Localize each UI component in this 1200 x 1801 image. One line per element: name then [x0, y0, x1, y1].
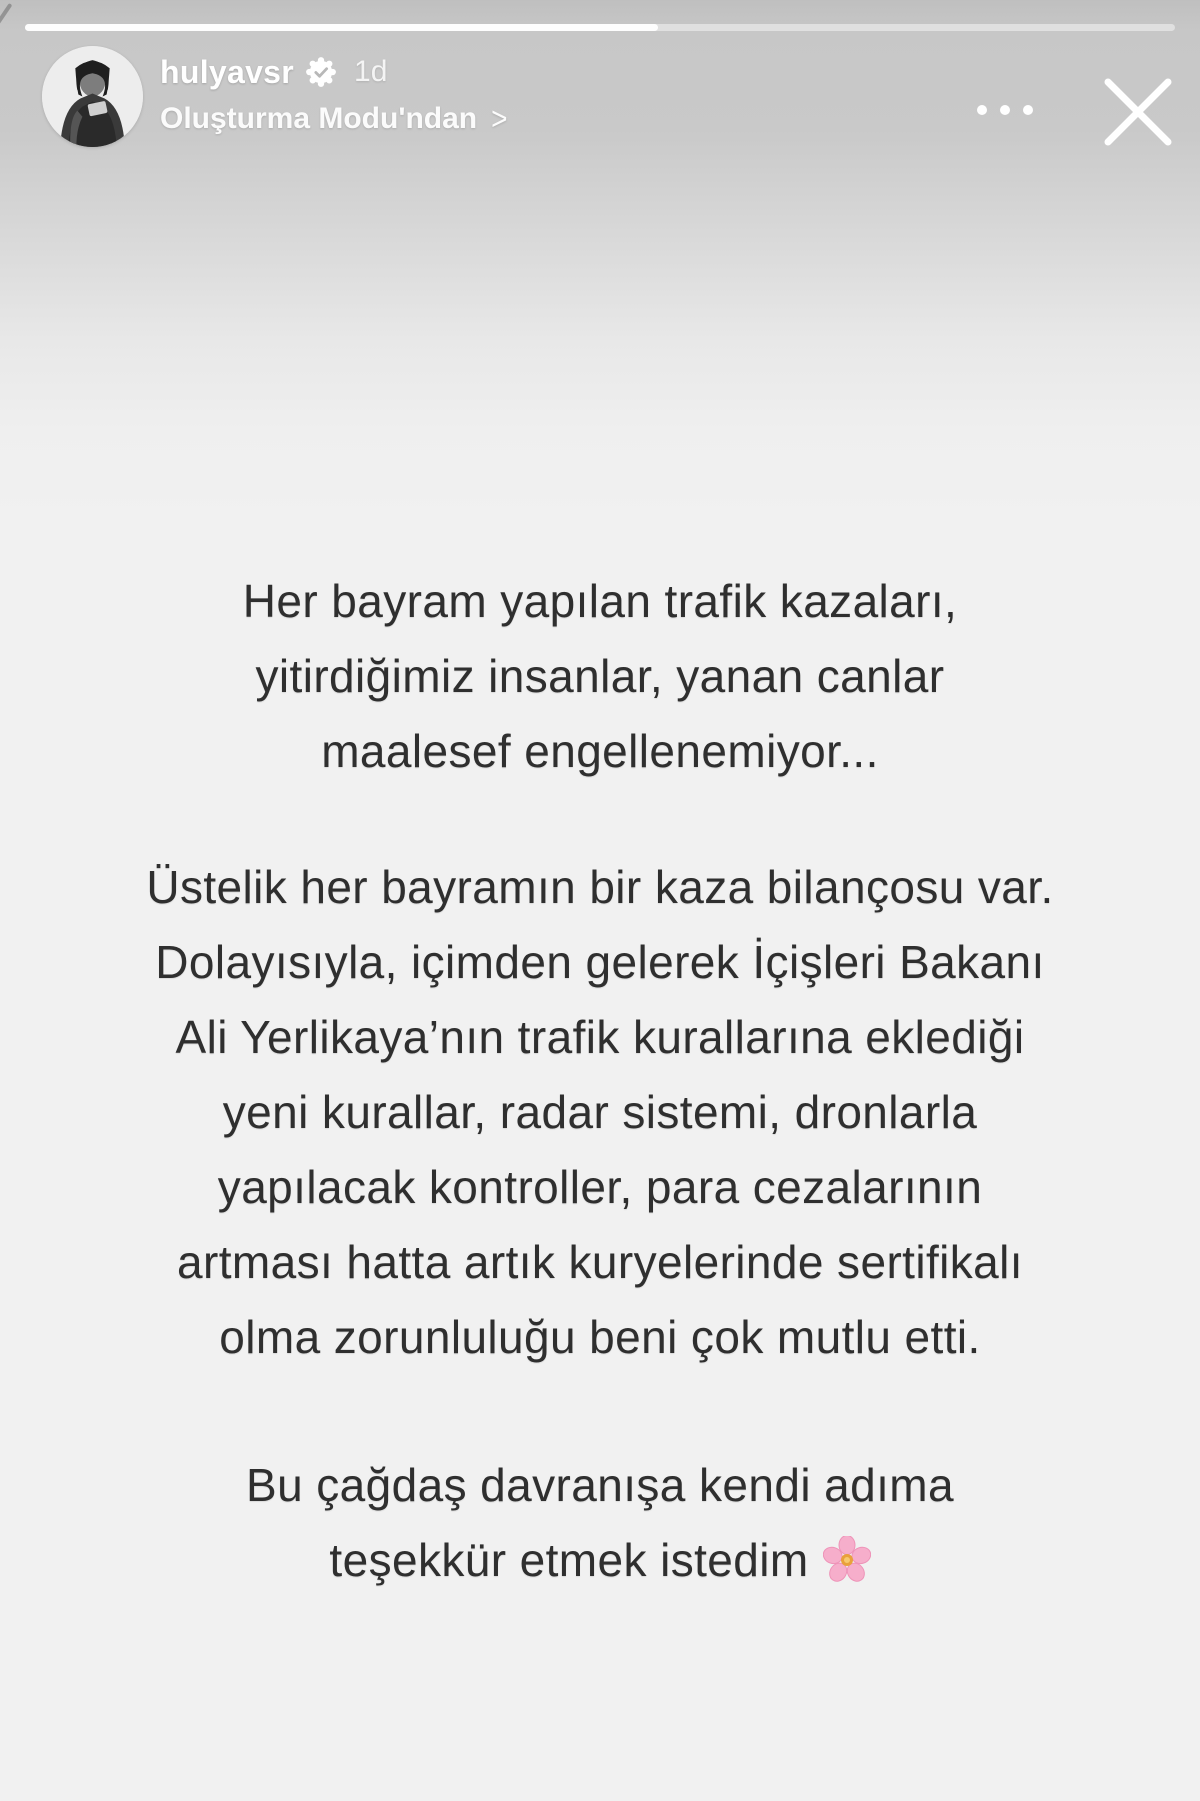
more-options-dots-icon — [1000, 105, 1010, 115]
story-paragraph-3 — [0, 1448, 1200, 1598]
story-paragraph-2 — [0, 850, 1200, 1375]
username[interactable]: hulyavsr — [160, 53, 295, 90]
story-text-line-text: teşekkür etmek istedim — [329, 1534, 809, 1586]
story-header — [0, 0, 1200, 200]
more-options-dots-icon — [977, 105, 987, 115]
story-text-line: olma zorunluluğu beni çok mutlu etti. — [219, 1311, 981, 1363]
chevron-right-icon: > — [491, 100, 508, 137]
more-options-button[interactable] — [955, 88, 1055, 132]
close-x-icon — [1098, 72, 1178, 152]
story-text-line: Dolayısıyla, içimden gelerek İçişleri Bakanı — [155, 936, 1045, 988]
more-options-dots-icon — [1023, 105, 1033, 115]
create-mode-label: Oluşturma Modu'ndan — [160, 102, 478, 135]
verified-badge-icon — [306, 57, 336, 87]
story-text-line: yeni kurallar, radar sistemi, dronlarla — [222, 1086, 978, 1138]
cherry-blossom-emoji — [823, 1531, 871, 1579]
avatar[interactable] — [42, 46, 143, 147]
story-timestamp: 1d — [354, 55, 388, 88]
create-mode-link[interactable] — [160, 102, 507, 136]
story-text-line: Bu çağdaş davranışa kendi adıma — [246, 1459, 954, 1511]
profile-photo-icon — [42, 46, 143, 147]
identity-block — [160, 50, 507, 136]
story-text-line — [0, 1523, 1200, 1598]
story-text-line: maalesef engellenemiyor... — [321, 725, 879, 777]
close-button[interactable] — [1092, 66, 1184, 158]
story-text-line: yitirdiğimiz insanlar, yanan canlar — [255, 650, 945, 702]
story-text-line: yapılacak kontroller, para cezalarının — [217, 1161, 983, 1213]
story-text-line: artması hatta artık kuryelerinde sertifikalı — [177, 1236, 1023, 1288]
story-text-line: Üstelik her bayramın bir kaza bilançosu var. — [146, 861, 1054, 913]
story-text-line: Her bayram yapılan trafik kazaları, — [242, 575, 958, 627]
story-text-line: Ali Yerlikaya’nın trafik kurallarına eklediği — [175, 1011, 1025, 1063]
story-paragraph-1 — [0, 564, 1200, 789]
